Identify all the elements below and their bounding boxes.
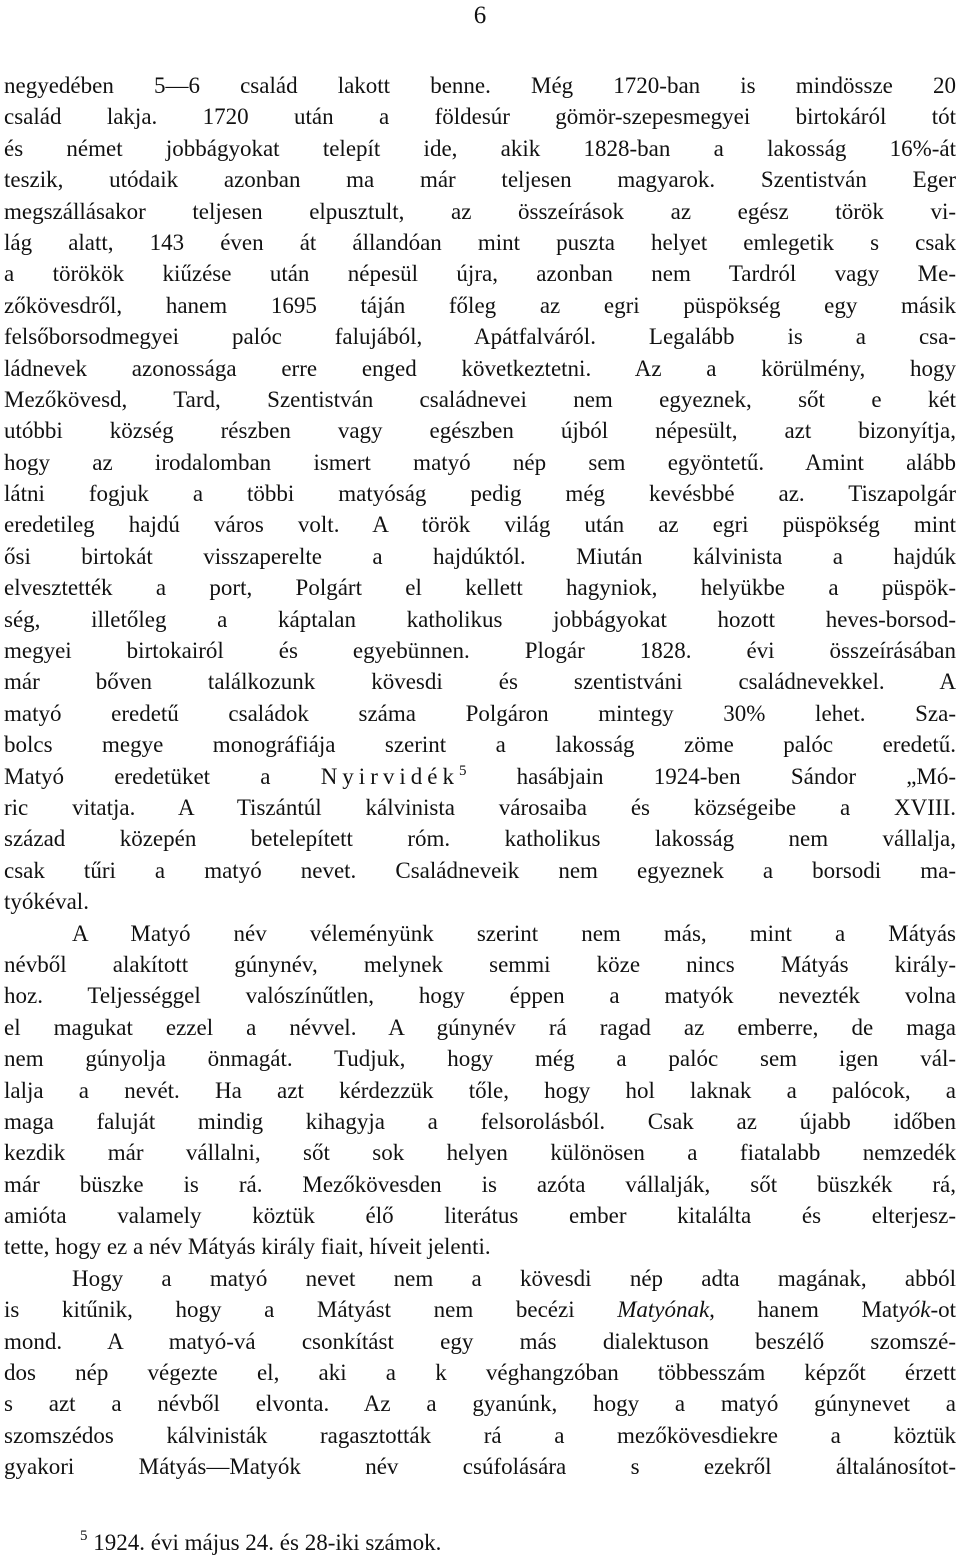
text-segment: is kitűnik, hogy a Mátyást nem becézi (4, 1297, 618, 1323)
text-line: matyó eredetű családok száma Polgáron mintegy 30% lehet. Sza- (4, 700, 956, 726)
text-line: bolcs megye monográfiája szerint a lakosság zöme palóc eredetű. (4, 732, 956, 758)
text-line: és német jobbágyokat telepít ide, akik 1828-ban a lakosság 16%-át (4, 135, 956, 161)
text-line: ség, illetőleg a káptalan katholikus jobbágyokat hozott heves-borsod- (4, 606, 956, 632)
text-segment: Matyó eredetüket a (4, 763, 321, 789)
text-line: zőkövesdről, hanem 1695 táján főleg az egri püspökség egy másik (4, 292, 956, 318)
text-line: teszik, utódaik azonban ma már teljesen magyarok. Szentistván Eger (4, 167, 956, 193)
text-line: látni fogjuk a többi matyóság pedig még kevésbbé az. Tiszapolgár (4, 481, 956, 507)
text-line: hogy az irodalomban ismert matyó nép sem egyöntetű. Amint alább (4, 449, 956, 475)
italic-word: yók (898, 1297, 931, 1323)
text-line: már büszke is rá. Mezőkövesden is azóta vállalják, sőt büszkék rá, (4, 1171, 956, 1197)
footnote-mark: 5 (80, 1528, 88, 1544)
text-line: ric vitatja. A Tiszántúl kálvinista városaiba és községeibe a XVIII. (4, 794, 956, 820)
text-line: megszállásakor teljesen elpusztult, az összeírások az egész török vi- (4, 198, 956, 224)
text-line: a törökök kiűzése után népesül újra, azonban nem Tardról vagy Me- (4, 261, 956, 287)
text-line: amióta valamely köztük élő literátus ember kitalálta és elterjesz- (4, 1203, 956, 1229)
text-line: tyókéval. (4, 889, 89, 915)
text-line: hoz. Teljességgel valószínűtlen, hogy éppen a matyók nevezték volna (4, 983, 956, 1009)
text-line: dos nép végezte el, aki a k véghangzóban többesszám képzőt érzett (4, 1360, 956, 1386)
text-segment: hanem Mat (714, 1297, 899, 1323)
text-line: Mezőkövesd, Tard, Szentistván családnevei nem egyeznek, sőt e két (4, 386, 956, 412)
text-line: el magukat ezzel a névvel. A gúnynév rá ragad az emberre, de maga (4, 1014, 956, 1040)
text-line-with-italics (4, 1294, 956, 1325)
text-line: megyei birtokairól és egyebünnen. Plogár 1828. évi összeírásában (4, 638, 956, 664)
footnote-text: 1924. évi május 24. és 28-iki számok. (87, 1530, 442, 1555)
text-line: utóbbi község részben vagy egészben újból népesült, azt bizonyítja, (4, 418, 956, 444)
text-line: tette, hogy ez a név Mátyás király fiait, híveit jelenti. (4, 1234, 491, 1260)
text-line: ősi birtokát visszaperelte a hajdúktól. Miután kálvinista a hajdúk (4, 543, 956, 569)
text-line: eredetileg hajdú város volt. A török világ után az egri püspökség mint (4, 512, 956, 538)
body-text (4, 70, 956, 1483)
text-line: nem gúnyolja önmagát. Tudjuk, hogy még a palóc sem igen vál- (4, 1046, 956, 1072)
paragraph-first-line: A Matyó név véleményünk szerint nem más, mint a Mátyás (72, 920, 956, 946)
footnote (80, 1528, 441, 1558)
text-line: lalja a nevét. Ha azt kérdezzük tőle, hogy hol laknak a palócok, a (4, 1077, 956, 1103)
text-line: elvesztették a port, Polgárt el kellett hagyniok, helyükbe a püspök- (4, 575, 956, 601)
italic-word: Matyónak, (617, 1297, 715, 1323)
text-line: már bőven találkozunk kövesdi és szentistváni családnevekkel. A (4, 669, 956, 695)
text-line: család lakja. 1720 után a földesúr gömör-szepesmegyei birtokáról tót (4, 104, 956, 130)
text-line: névből alakított gúnynév, melynek semmi köze nincs Mátyás király- (4, 951, 956, 977)
text-line: lág alatt, 143 éven át állandóan mint puszta helyet emlegetik s csak (4, 229, 956, 255)
footnote-reference: 5 (458, 762, 467, 779)
text-line: gyakori Mátyás—Matyók név csúfolására s ezekről általánosítot- (4, 1454, 956, 1480)
text-line: ládnevek azonossága erre enged következtetni. Az a körülmény, hogy (4, 355, 956, 381)
text-line: s azt a névből elvonta. Az a gyanúnk, hogy a matyó gúnynevet a (4, 1391, 956, 1417)
text-line: kezdik már vállalni, sőt sok helyen különösen a fiatalabb nemzedék (4, 1140, 956, 1166)
spaced-journal-title: Nyirvidék (320, 763, 459, 789)
text-line: század közepén betelepített róm. katholikus lakosság nem vállalja, (4, 826, 956, 852)
paragraph-first-line: Hogy a matyó nevet nem a kövesdi nép adta magának, abból (72, 1265, 956, 1291)
text-line: mond. A matyó-vá csonkítást egy más dialektuson beszélő szomszé- (4, 1328, 956, 1354)
text-line: felsőborsodmegyei palóc falujából, Apátfalváról. Legalább is a csa- (4, 324, 956, 350)
text-line-with-footnote-ref (4, 761, 956, 792)
text-line: maga faluját mindig kihagyja a felsorolásból. Csak az újabb időben (4, 1108, 956, 1134)
text-line: negyedében 5—6 család lakott benne. Még 1720-ban is mindössze 20 (4, 73, 956, 98)
text-segment: -ot (930, 1297, 956, 1323)
text-segment: hasábjain 1924-ben Sándor „Mó- (466, 763, 957, 789)
text-line: szomszédos kálvinisták ragasztották rá a mezőkövesdiekre a köztük (4, 1422, 956, 1448)
text-line: csak tűri a matyó nevet. Családneveik nem egyeznek a borsodi ma- (4, 857, 956, 883)
page-number: 6 (473, 2, 487, 29)
